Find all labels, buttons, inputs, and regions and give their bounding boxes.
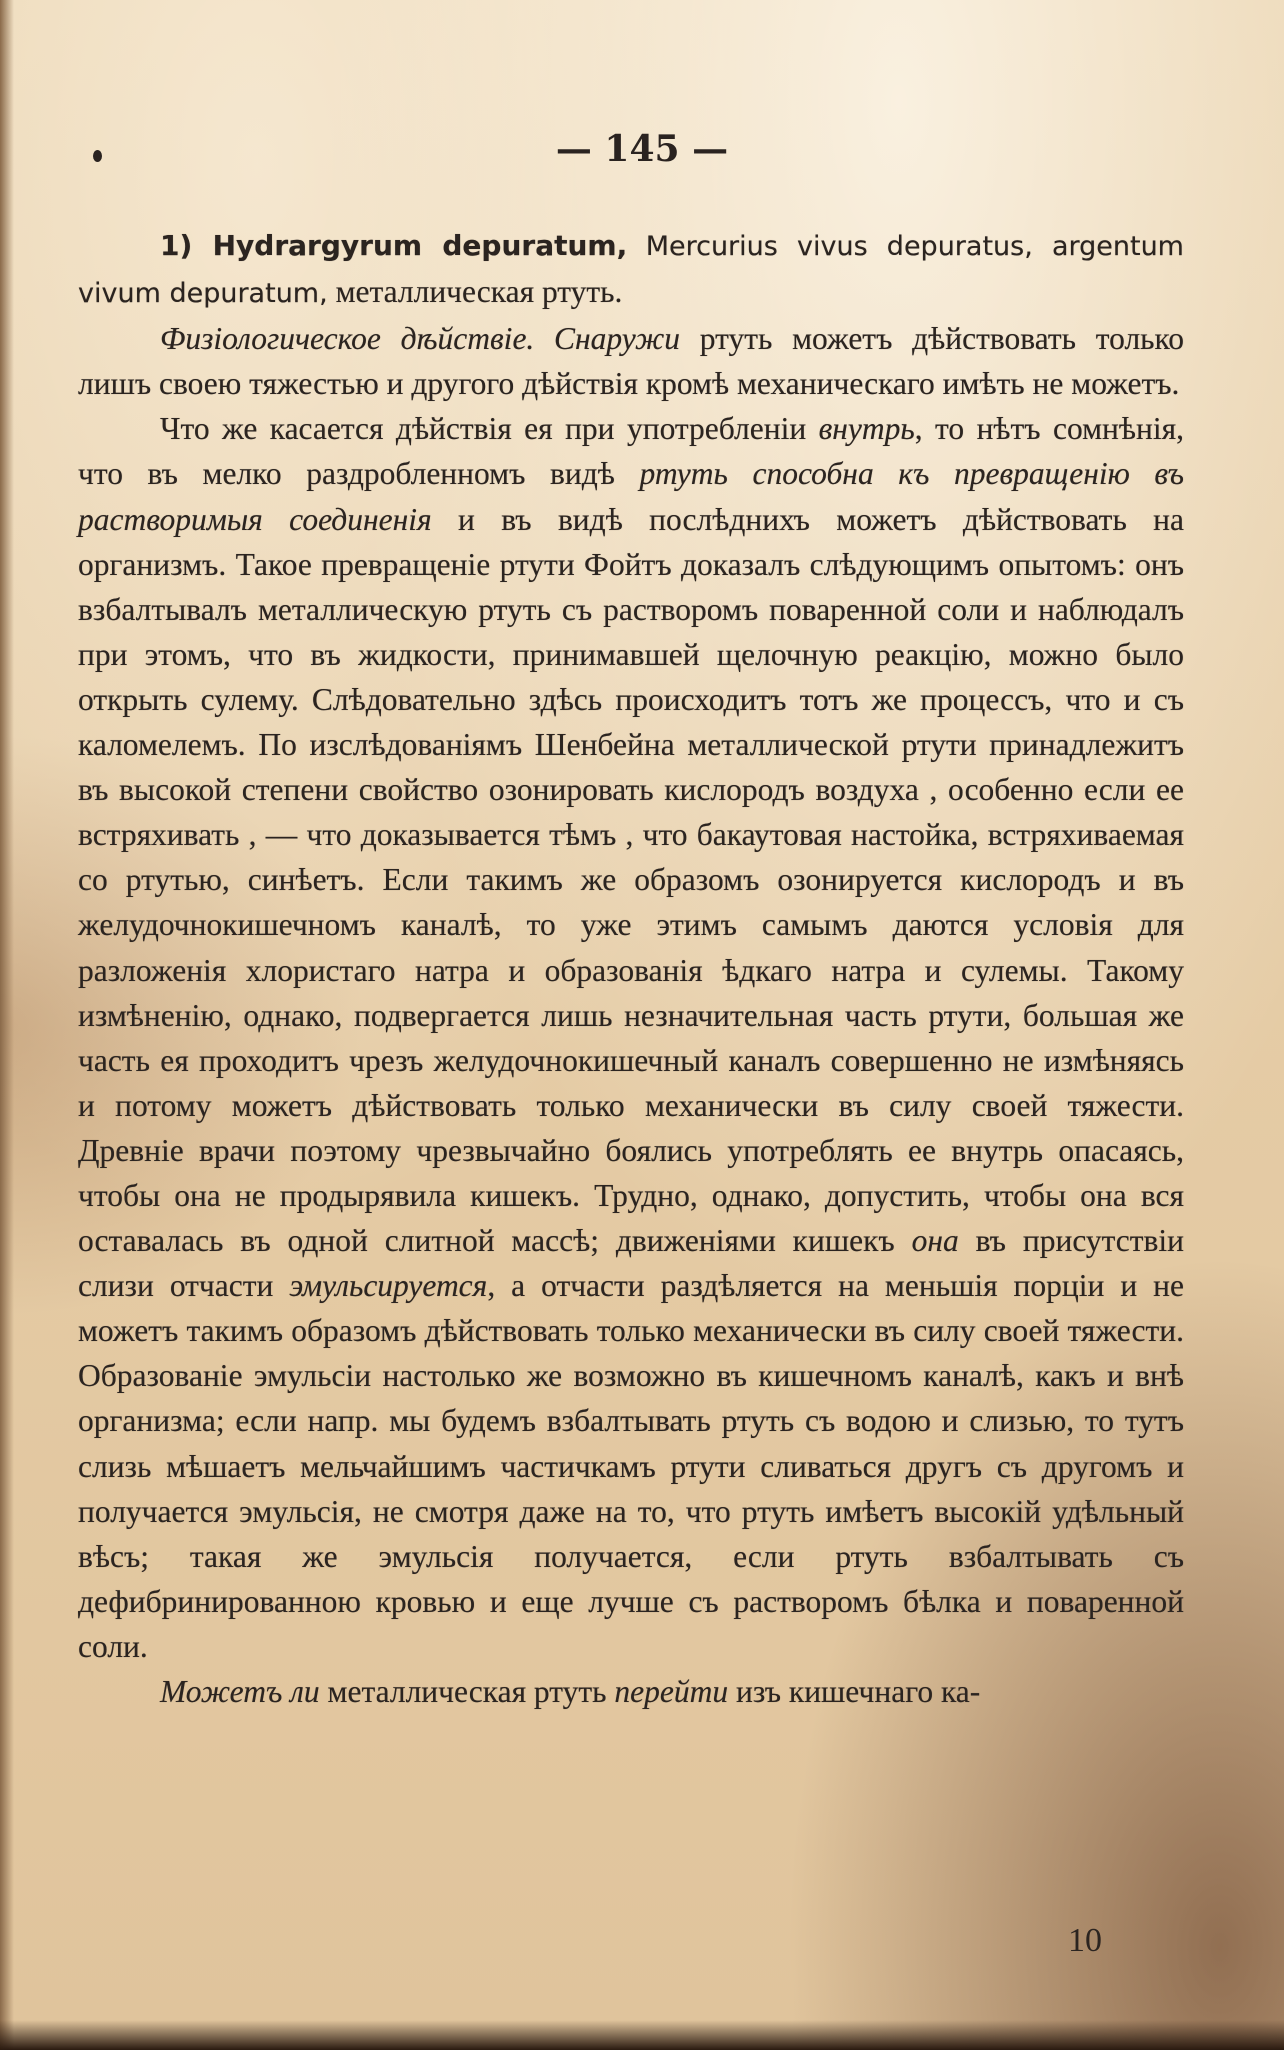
paragraph-3-text-1: Что же касается дѣйствiя ея при употребленiи — [160, 411, 807, 447]
paragraph-1-text: металлическая ртуть. — [335, 274, 623, 310]
paragraph-3-text-4: въ присутствiи слизи отчасти — [78, 1223, 1185, 1304]
paragraph-3-text-3: и въ видѣ послѣднихъ можетъ дѣйствовать на организмъ. Такое превращенiе ртути Фойтъ доказалъ слѣдующимъ опытомъ: онъ взбалтывалъ металлическую ртуть съ растворомъ поваренной соли и наблюдалъ при этомъ, что въ жидкости, принимавшей щелочную реакцiю, можно было открыть сулему. Слѣдовательно здѣсь происходитъ тотъ же процессъ, что и съ каломелемъ. По изслѣдованiямъ Шенбейна металлической ртути принадлежитъ въ высокой степени свойство озонировать кислородъ воздуха , особенно если ее встряхивать , — что доказывается тѣмъ , что бакаутовая настойка, встряхиваемая со ртутью, синѣетъ. Если такимъ же образомъ озонируется кислородъ и въ желудочнокишечномъ каналѣ, то уже этимъ самымъ даются условiя для разложенiя хлористаго натра и образованiя ѣдкаго натра и сулемы. Такому измѣненiю, однако, подвергается лишь незначительная часть ртути, большая же часть ея проходитъ чрезъ желудочнокишечный каналъ совершенно не измѣняясь и потому можетъ дѣйствовать только механически въ силу своей тяжести. Древнiе врачи поэтому чрезвычайно боялись употреблять ее внутрь опасаясь, чтобы она не продырявила кишекъ. Трудно, однако, допустить, чтобы она вся оставалась въ одной слитной массѣ; движенiями кишекъ — [78, 501, 1185, 1259]
body-text — [78, 222, 1184, 1714]
latin-synonyms: Mercurius vivus depuratus, argentum vivum depuratum, — [78, 231, 1184, 310]
emphasis-emulsified: эмульсируется — [289, 1268, 488, 1304]
emphasis-it: она — [911, 1223, 959, 1259]
paragraph-3-text-5: , а отчасти раздѣляется на меньшiя порцiи и не можетъ такимъ образомъ дѣйствовать только механически въ силу своей тяжести. Образованiе эмульсiи настолько же возможно въ кишечномъ каналѣ, какъ и внѣ организма; если напр. мы будемъ взбалтывать ртуть съ водою и слизью, то тутъ слизь мѣшаетъ мельчайшимъ частичкамъ ртути сливаться другъ съ другомъ и получается эмульсiя, не смотря даже на то, что ртуть имѣетъ высокiй удѣльный вѣсъ; такая же эмульсiя получается, если ртуть взбалтывать съ дефибринированною кровью и еще лучше съ растворомъ бѣлка и поваренной соли. — [78, 1268, 1184, 1664]
signature-mark: 10 — [1068, 1922, 1102, 1959]
emphasis-pass: перейти — [614, 1674, 729, 1709]
latin-title: 1) Hydrargyrum depuratum, — [160, 229, 628, 262]
section-heading-italic: Физiологическое дѣйствiе. Снаружи — [160, 321, 681, 357]
emphasis-inside: внутрь — [818, 411, 915, 447]
paragraph-2 — [78, 316, 1184, 406]
emphasis-can: Можетъ ли — [160, 1674, 320, 1709]
paragraph-3-text-2: , то нѣтъ сомнѣнiя, что въ мелко раздробленномъ видѣ — [78, 411, 1184, 492]
paragraph-2-text: ртуть можетъ дѣйствовать только лишъ своею тяжестью и другого дѣйствiя кромѣ механическаго имѣть не можетъ. — [78, 321, 1184, 402]
page-bottom-shadow — [0, 2020, 1284, 2050]
paragraph-4 — [78, 1669, 1184, 1714]
paragraph-1 — [78, 222, 1184, 316]
paragraph-4-text-1: металлическая ртуть — [327, 1674, 607, 1709]
paragraph-4-text-2: изъ кишечнаго ка- — [735, 1674, 981, 1709]
page-number: — 145 — — [555, 128, 729, 170]
paragraph-3 — [78, 406, 1184, 1669]
emphasis-soluble-compounds: ртуть способна къ превращенiю въ растворимыя соединенiя — [78, 456, 1184, 537]
page-edge-shadow — [0, 0, 14, 2050]
